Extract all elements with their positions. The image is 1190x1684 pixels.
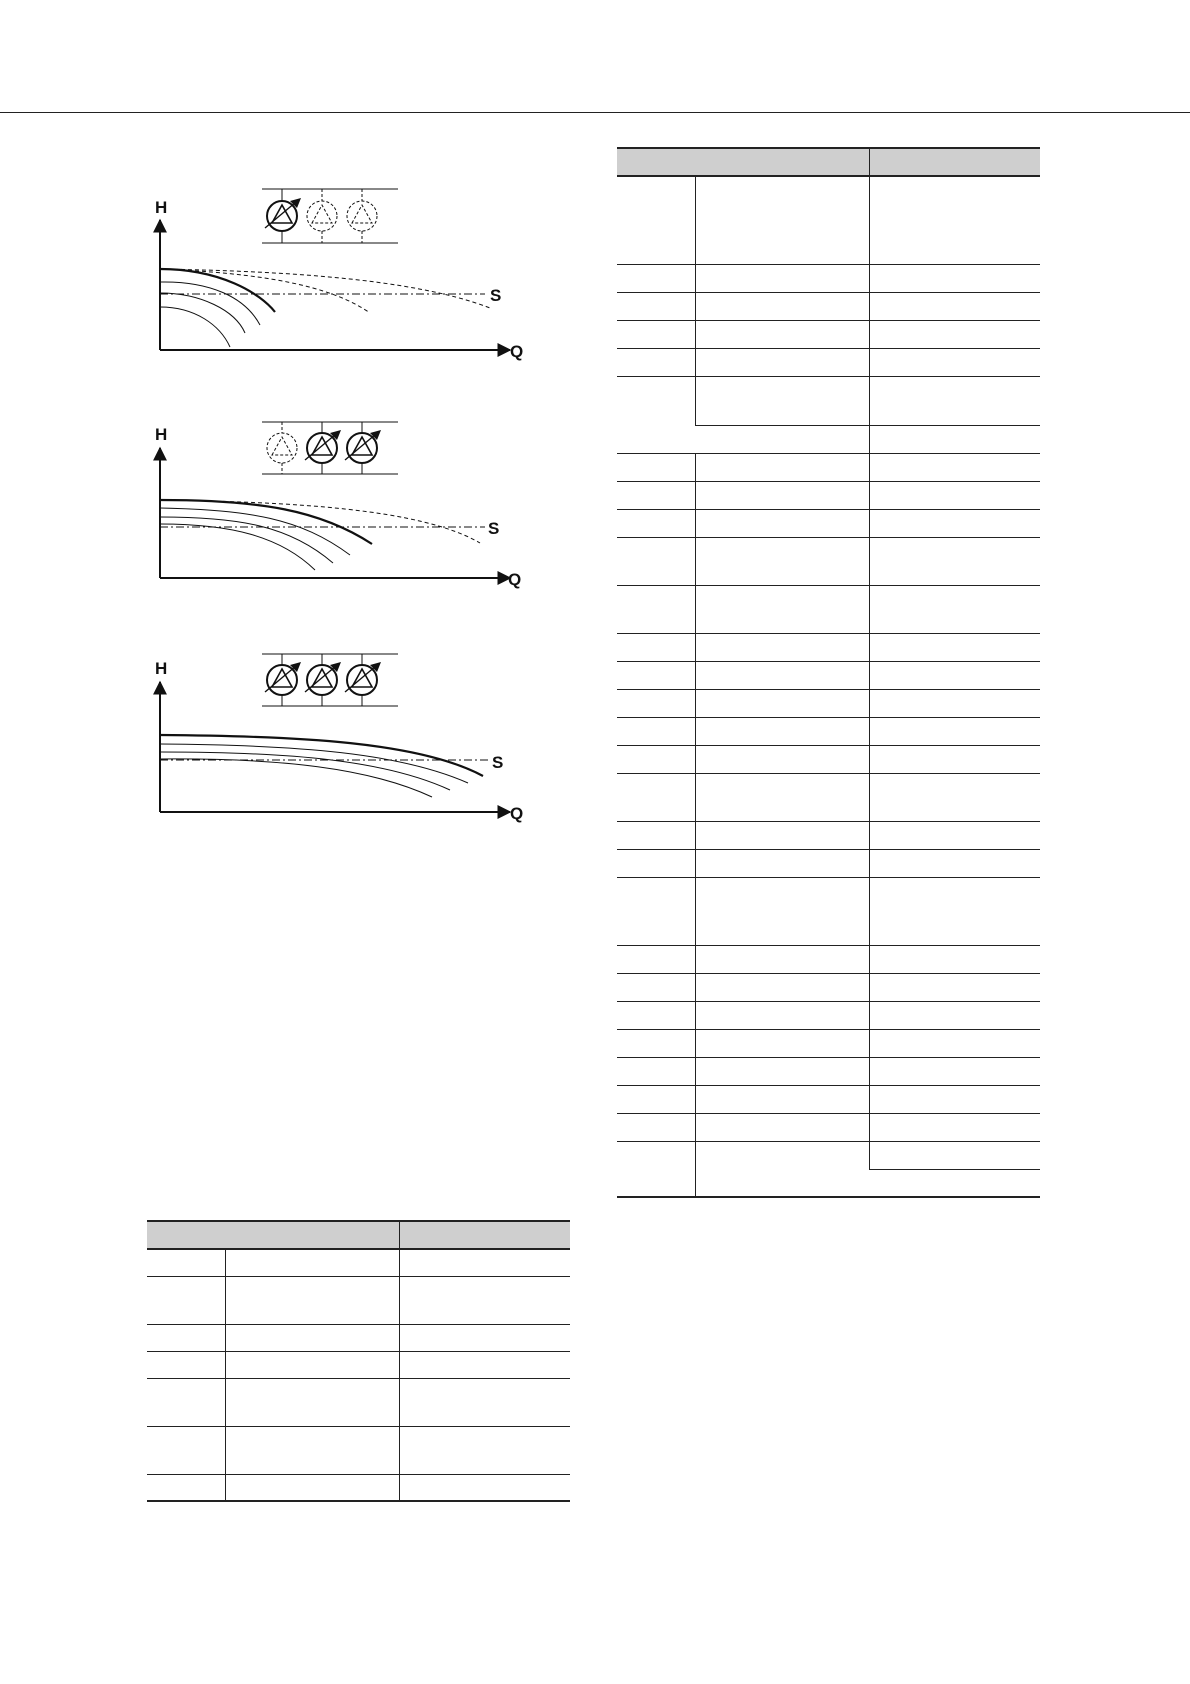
table-cell [695,717,869,745]
table-cell [147,1378,225,1426]
pump-off-icon [307,189,337,243]
table-cell [617,689,695,717]
table-cell [399,1276,570,1324]
table-cell [695,773,869,821]
table-cell [869,633,1040,661]
table-header-cell [147,1221,399,1249]
table-row [617,689,1040,717]
table-cell [617,320,695,348]
table-row [617,537,1040,585]
table-cell [695,945,869,973]
table-cell [869,292,1040,320]
table-cell [617,633,695,661]
table-row [617,849,1040,877]
speed-curve [160,293,245,333]
pump-curve-diagram-2 [150,418,540,598]
table-cell [695,973,869,1001]
table-cell [225,1474,399,1501]
speed-curve [160,524,315,570]
table-cell [695,821,869,849]
table-cell [869,376,1040,425]
table-cell [617,453,695,481]
s-label: S [488,519,500,538]
table-cell [695,633,869,661]
table-cell [399,1474,570,1501]
table-cell [869,745,1040,773]
table-cell [695,661,869,689]
table-cell [617,481,695,509]
table-row [617,348,1040,376]
table-cell [695,1057,869,1085]
h-axis-label: H [155,198,168,217]
table-cell [869,537,1040,585]
table-row [617,509,1040,537]
table-cell [617,945,695,973]
table-cell [399,1378,570,1426]
pump-symbols [262,189,398,243]
table-header-cell [399,1221,570,1249]
table-cell [695,1029,869,1057]
table-row [147,1474,570,1501]
table-row [617,453,1040,481]
table-cell [869,453,1040,481]
table-cell [617,292,695,320]
table-cell [695,1113,869,1141]
speed-curve [160,508,350,555]
table-cell [869,1001,1040,1029]
table-cell [869,849,1040,877]
table-cell [617,1001,695,1029]
table-cell [695,292,869,320]
table-cell [147,1351,225,1378]
table-cell [617,537,695,585]
table-cell [695,453,869,481]
speed-curve [160,759,432,797]
table-cell [617,376,695,453]
pump-off-icon [267,422,297,474]
table-row [147,1351,570,1378]
pump-on-icon [305,654,341,706]
table-cell [147,1249,225,1276]
table-right [617,147,1040,1198]
table-cell [695,537,869,585]
table-cell [225,1276,399,1324]
table-cell [869,585,1040,633]
table-cell [869,264,1040,292]
table-row [147,1249,570,1276]
q-axis-label: Q [510,804,524,823]
h-axis-label: H [155,659,168,678]
table-header-row [147,1221,570,1249]
table-header-cell [869,148,1040,176]
table-row [617,1141,1040,1169]
pump-on-icon [345,422,381,474]
table-row [617,717,1040,745]
table-cell [617,877,695,945]
table-cell [869,1057,1040,1085]
table-cell [869,1113,1040,1141]
pump-symbols [262,422,398,474]
pump-off-icon [347,189,377,243]
max-curve [160,500,372,544]
table-cell [225,1378,399,1426]
table-cell [695,849,869,877]
table-cell [399,1324,570,1351]
table-row [617,1113,1040,1141]
table-cell [617,849,695,877]
table-cell [695,1085,869,1113]
table-cell [617,773,695,821]
table-row [617,1085,1040,1113]
table-cell [695,585,869,633]
table-cell [617,585,695,633]
h-axis-label: H [155,425,168,444]
table-cell [695,176,869,264]
table-cell [695,1001,869,1029]
table-row [617,773,1040,821]
table-row [147,1426,570,1474]
table-cell [399,1249,570,1276]
table-cell [695,481,869,509]
table-row [617,1029,1040,1057]
dashed-curve-mid [160,269,370,313]
pump-on-icon [305,422,341,474]
table-cell [869,481,1040,509]
table-cell [617,264,695,292]
table-cell [869,661,1040,689]
table-row [617,821,1040,849]
table-row [617,481,1040,509]
table-cell [617,1141,695,1197]
table-cell [147,1474,225,1501]
speed-curve [160,307,230,347]
max-curve [160,735,483,776]
table-cell [225,1426,399,1474]
table-header-row [617,148,1040,176]
table-cell [617,717,695,745]
table-cell [869,1085,1040,1113]
table-bottom-left [147,1220,570,1502]
table-cell [399,1426,570,1474]
table-cell [869,689,1040,717]
pump-on-icon [265,654,301,706]
table-row [617,320,1040,348]
table-cell [695,376,869,425]
pump-on-icon [265,189,301,243]
table-row [617,176,1040,264]
table-cell [869,1169,1040,1197]
table-row [617,264,1040,292]
table-cell [617,176,695,264]
speed-curve [160,517,333,563]
table-cell [617,745,695,773]
pump-on-icon [345,654,381,706]
table-cell [617,661,695,689]
table-cell [225,1249,399,1276]
table-header-cell [617,148,869,176]
table-row [617,292,1040,320]
q-axis-label: Q [508,570,522,589]
table-row [147,1378,570,1426]
table-cell [695,509,869,537]
table-cell [869,821,1040,849]
table-row [617,585,1040,633]
table-cell [869,320,1040,348]
table-cell [617,1085,695,1113]
table-cell [869,1141,1040,1169]
pump-symbols [262,654,398,706]
table-row [617,1057,1040,1085]
table-cell [869,717,1040,745]
table-row [147,1276,570,1324]
table-cell [147,1324,225,1351]
table-cell [617,348,695,376]
table-cell [695,745,869,773]
table-row [617,376,1040,425]
table-cell [225,1351,399,1378]
table-row [617,973,1040,1001]
table-row [617,633,1040,661]
table-cell [869,425,1040,453]
header-rule [0,112,1190,113]
table-cell [399,1351,570,1378]
table-cell [695,1141,869,1197]
table-cell [695,877,869,945]
table-row [617,1001,1040,1029]
table-cell [869,1029,1040,1057]
pump-curve-diagram-3 [150,650,540,830]
table-cell [617,973,695,1001]
table-cell [617,1029,695,1057]
table-row [617,945,1040,973]
table-cell [225,1324,399,1351]
table-cell [869,509,1040,537]
table-cell [869,973,1040,1001]
table-cell [695,264,869,292]
table-cell [617,1057,695,1085]
table-cell [617,821,695,849]
table-cell [869,348,1040,376]
s-label: S [490,286,502,305]
table-cell [147,1426,225,1474]
table-row [617,877,1040,945]
table-cell [869,877,1040,945]
q-axis-label: Q [510,342,524,361]
table-cell [869,773,1040,821]
table-cell [695,689,869,717]
speed-curve [160,744,468,783]
table-row [617,661,1040,689]
table-cell [869,945,1040,973]
table-cell [617,509,695,537]
table-cell [869,176,1040,264]
table-cell [695,348,869,376]
table-cell [617,1113,695,1141]
s-label: S [492,753,504,772]
table-cell [147,1276,225,1324]
pump-curve-diagram-1 [150,185,540,365]
speed-curve [160,752,450,790]
table-cell [695,425,869,453]
table-row [147,1324,570,1351]
table-row [617,745,1040,773]
table-cell [695,320,869,348]
